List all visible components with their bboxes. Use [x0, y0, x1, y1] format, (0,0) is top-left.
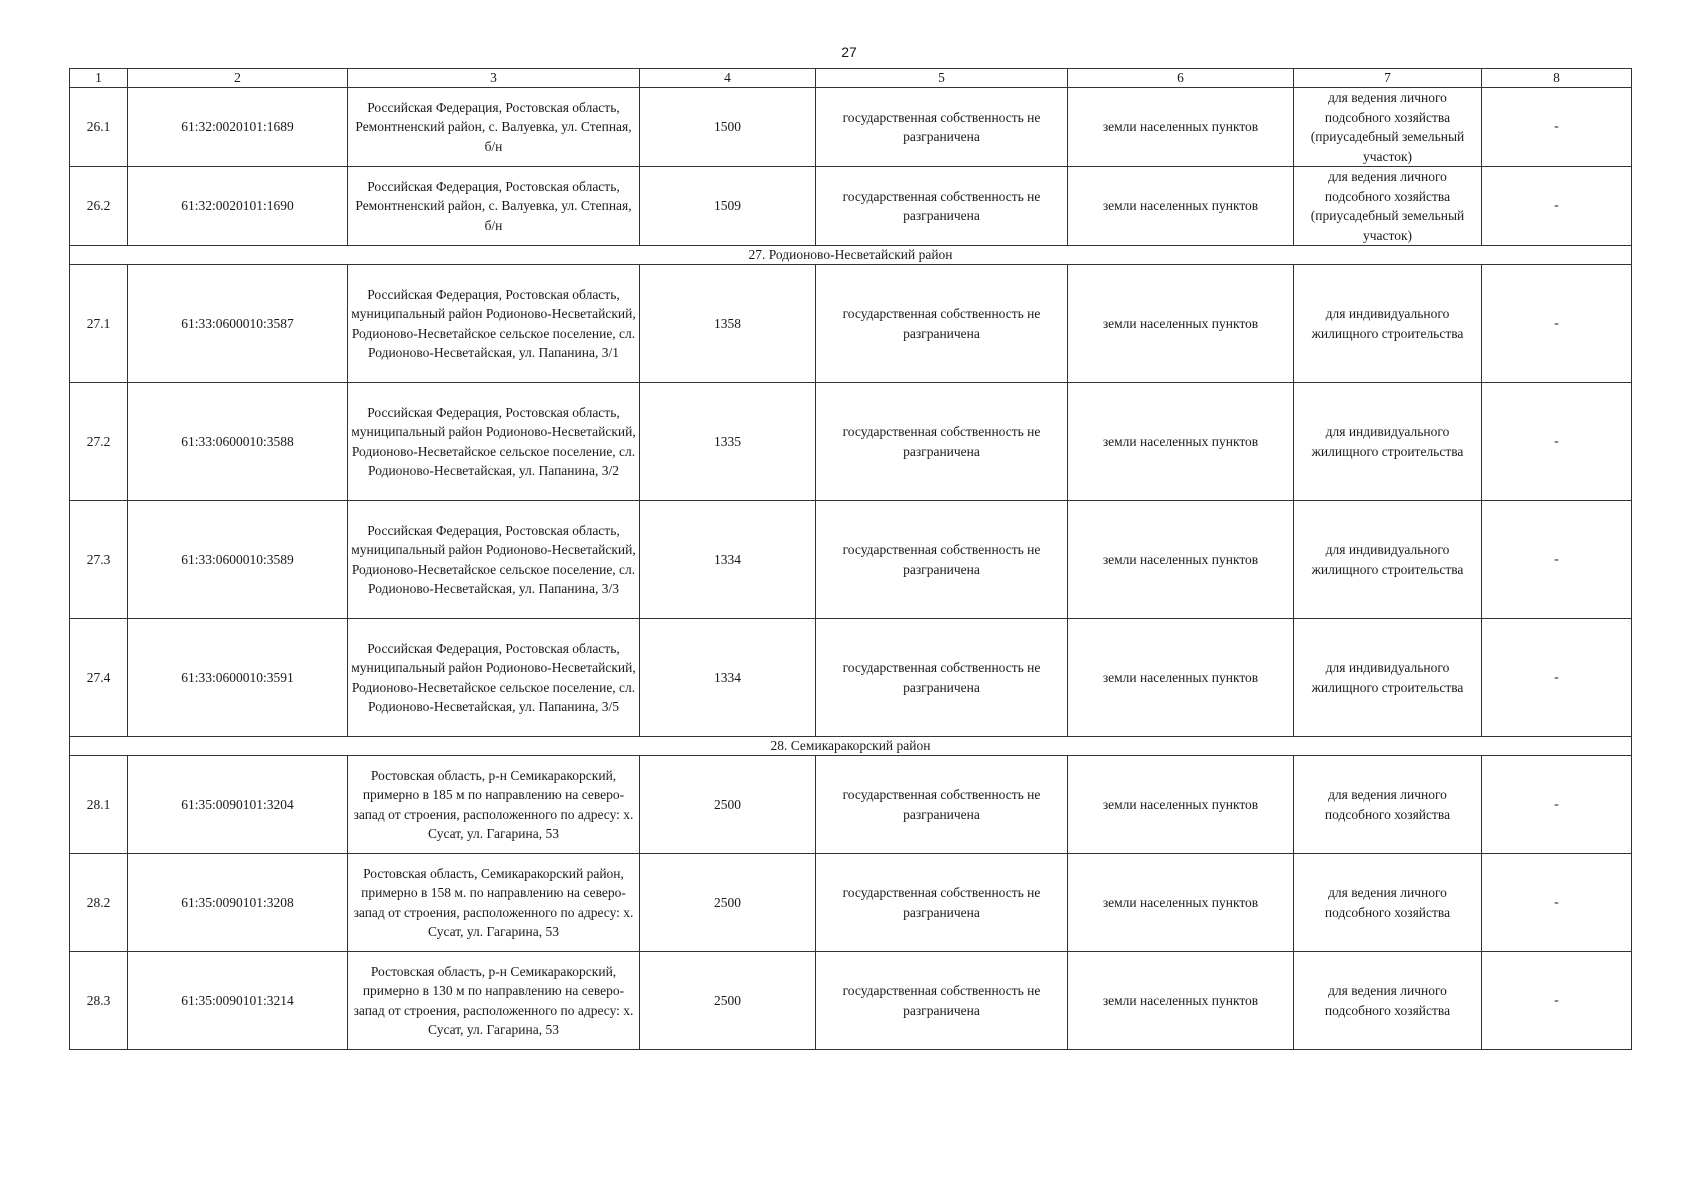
- row-number: 26.1: [70, 88, 128, 167]
- plot-address: Российская Федерация, Ростовская область, Ремонтненский район, с. Валуевка, ул. Степная, б/н: [348, 88, 640, 167]
- section-title: 27. Родионово-Несветайский район: [70, 246, 1632, 265]
- ownership-form: государственная собственность не разграничена: [816, 756, 1068, 854]
- note: -: [1482, 619, 1632, 737]
- section-header-row: [70, 737, 1632, 756]
- land-category: земли населенных пунктов: [1068, 265, 1294, 383]
- column-header: 7: [1294, 69, 1482, 88]
- cadastral-number: 61:33:0600010:3589: [128, 501, 348, 619]
- land-category: земли населенных пунктов: [1068, 854, 1294, 952]
- cadastral-number: 61:33:0600010:3588: [128, 383, 348, 501]
- section-title: 28. Семикаракорский район: [70, 737, 1632, 756]
- table-row: [70, 88, 1632, 167]
- table-row: [70, 619, 1632, 737]
- row-number: 27.3: [70, 501, 128, 619]
- plot-address: Ростовская область, Семикаракорский район, примерно в 158 м. по направлению на северо-запад от строения, расположенного по адресу: х. Сусат, ул. Гагарина, 53: [348, 854, 640, 952]
- note: -: [1482, 854, 1632, 952]
- cadastral-number: 61:32:0020101:1690: [128, 167, 348, 246]
- column-header: 4: [640, 69, 816, 88]
- page-number: 27: [841, 44, 857, 60]
- section-header-row: [70, 246, 1632, 265]
- column-header: 8: [1482, 69, 1632, 88]
- cadastral-number: 61:35:0090101:3214: [128, 952, 348, 1050]
- ownership-form: государственная собственность не разграничена: [816, 167, 1068, 246]
- table-row: [70, 167, 1632, 246]
- plot-area: 2500: [640, 952, 816, 1050]
- cadastral-number: 61:32:0020101:1689: [128, 88, 348, 167]
- land-category: земли населенных пунктов: [1068, 619, 1294, 737]
- table-row: [70, 265, 1632, 383]
- row-number: 28.1: [70, 756, 128, 854]
- plot-area: 2500: [640, 854, 816, 952]
- note: -: [1482, 265, 1632, 383]
- row-number: 26.2: [70, 167, 128, 246]
- land-category: земли населенных пунктов: [1068, 167, 1294, 246]
- plot-address: Ростовская область, р-н Семикаракорский, примерно в 130 м по направлению на северо-запад от строения, расположенного по адресу: х. Сусат, ул. Гагарина, 53: [348, 952, 640, 1050]
- plot-address: Российская Федерация, Ростовская область, муниципальный район Родионово-Несветайский, Родионово-Несветайское сельское поселение, сл. Родионово-Несветайская, ул. Папанина, 3/2: [348, 383, 640, 501]
- column-header: 6: [1068, 69, 1294, 88]
- plot-area: 1509: [640, 167, 816, 246]
- column-header: 3: [348, 69, 640, 88]
- plot-area: 1500: [640, 88, 816, 167]
- ownership-form: государственная собственность не разграничена: [816, 265, 1068, 383]
- permitted-use: для ведения личного подсобного хозяйства (приусадебный земельный участок): [1294, 167, 1482, 246]
- land-category: земли населенных пунктов: [1068, 952, 1294, 1050]
- table-row: [70, 952, 1632, 1050]
- permitted-use: для ведения личного подсобного хозяйства: [1294, 854, 1482, 952]
- table-row: [70, 501, 1632, 619]
- row-number: 27.2: [70, 383, 128, 501]
- row-number: 27.1: [70, 265, 128, 383]
- land-category: земли населенных пунктов: [1068, 88, 1294, 167]
- cadastral-number: 61:35:0090101:3204: [128, 756, 348, 854]
- ownership-form: государственная собственность не разграничена: [816, 383, 1068, 501]
- note: -: [1482, 501, 1632, 619]
- column-header: 2: [128, 69, 348, 88]
- table-row: [70, 756, 1632, 854]
- column-header: 1: [70, 69, 128, 88]
- cadastral-number: 61:35:0090101:3208: [128, 854, 348, 952]
- permitted-use: для индивидуального жилищного строительства: [1294, 383, 1482, 501]
- table-row: [70, 854, 1632, 952]
- plot-area: 1334: [640, 619, 816, 737]
- plot-address: Российская Федерация, Ростовская область, муниципальный район Родионово-Несветайский, Родионово-Несветайское сельское поселение, сл. Родионово-Несветайская, ул. Папанина, 3/1: [348, 265, 640, 383]
- column-number-row: [70, 69, 1632, 88]
- permitted-use: для ведения личного подсобного хозяйства: [1294, 952, 1482, 1050]
- permitted-use: для индивидуального жилищного строительства: [1294, 501, 1482, 619]
- ownership-form: государственная собственность не разграничена: [816, 952, 1068, 1050]
- permitted-use: для индивидуального жилищного строительства: [1294, 619, 1482, 737]
- column-header: 5: [816, 69, 1068, 88]
- land-category: земли населенных пунктов: [1068, 383, 1294, 501]
- plot-address: Российская Федерация, Ростовская область, муниципальный район Родионово-Несветайский, Родионово-Несветайское сельское поселение, сл. Родионово-Несветайская, ул. Папанина, 3/3: [348, 501, 640, 619]
- plot-address: Российская Федерация, Ростовская область, Ремонтненский район, с. Валуевка, ул. Степная, б/н: [348, 167, 640, 246]
- note: -: [1482, 167, 1632, 246]
- permitted-use: для индивидуального жилищного строительства: [1294, 265, 1482, 383]
- ownership-form: государственная собственность не разграничена: [816, 854, 1068, 952]
- cadastral-number: 61:33:0600010:3587: [128, 265, 348, 383]
- plot-area: 1358: [640, 265, 816, 383]
- ownership-form: государственная собственность не разграничена: [816, 501, 1068, 619]
- land-category: земли населенных пунктов: [1068, 501, 1294, 619]
- cadastral-number: 61:33:0600010:3591: [128, 619, 348, 737]
- plot-area: 2500: [640, 756, 816, 854]
- row-number: 27.4: [70, 619, 128, 737]
- plot-area: 1334: [640, 501, 816, 619]
- row-number: 28.2: [70, 854, 128, 952]
- ownership-form: государственная собственность не разграничена: [816, 619, 1068, 737]
- permitted-use: для ведения личного подсобного хозяйства: [1294, 756, 1482, 854]
- plot-address: Российская Федерация, Ростовская область, муниципальный район Родионово-Несветайский, Родионово-Несветайское сельское поселение, сл. Родионово-Несветайская, ул. Папанина, 3/5: [348, 619, 640, 737]
- note: -: [1482, 88, 1632, 167]
- land-plots-table: [69, 68, 1632, 1050]
- land-category: земли населенных пунктов: [1068, 756, 1294, 854]
- ownership-form: государственная собственность не разграничена: [816, 88, 1068, 167]
- table-row: [70, 383, 1632, 501]
- note: -: [1482, 952, 1632, 1050]
- permitted-use: для ведения личного подсобного хозяйства (приусадебный земельный участок): [1294, 88, 1482, 167]
- note: -: [1482, 383, 1632, 501]
- row-number: 28.3: [70, 952, 128, 1050]
- note: -: [1482, 756, 1632, 854]
- plot-area: 1335: [640, 383, 816, 501]
- plot-address: Ростовская область, р-н Семикаракорский, примерно в 185 м по направлению на северо-запад от строения, расположенного по адресу: х. Сусат, ул. Гагарина, 53: [348, 756, 640, 854]
